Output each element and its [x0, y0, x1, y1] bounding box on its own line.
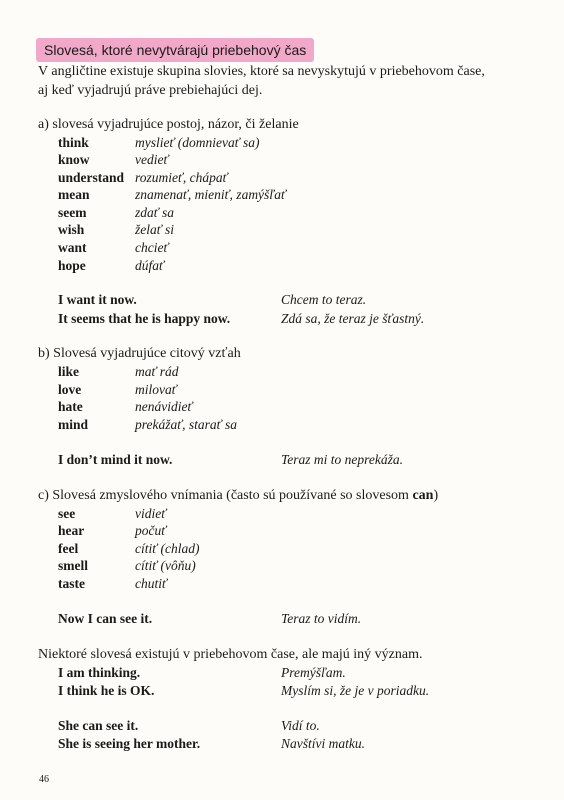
example-en: It seems that he is happy now.: [58, 311, 231, 326]
verb-sk: želať si: [135, 222, 175, 237]
verb-en: know: [58, 152, 90, 167]
verb-sk: dúfať: [135, 258, 164, 273]
verb-en: like: [58, 364, 80, 379]
example-en: I think he is OK.: [58, 683, 155, 698]
example-sk: Teraz to vidím.: [281, 611, 362, 626]
verb-sk: cítiť (vôňu): [135, 558, 196, 573]
verb-en: hate: [58, 399, 83, 414]
example-en: Now I can see it.: [58, 611, 153, 626]
verb-en: mean: [58, 187, 90, 202]
verb-en: mind: [58, 417, 89, 432]
verb-sk: rozumieť, chápať: [135, 170, 228, 185]
example-sk: Chcem to teraz.: [281, 292, 367, 307]
verb-sk: myslieť (domnievať sa): [135, 135, 260, 150]
verb-en: hope: [58, 258, 86, 273]
verb-sk: chutiť: [135, 576, 167, 591]
example-sk: Myslím si, že je v poriadku.: [281, 683, 430, 698]
verb-sk: vedieť: [135, 152, 169, 167]
example-sk: Premýšľam.: [281, 665, 346, 680]
verb-sk: cítiť (chlad): [135, 541, 200, 556]
section-b-title: b) Slovesá vyjadrujúce citový vzťah: [38, 346, 241, 361]
section-c-title-bold: can: [412, 488, 434, 503]
verb-en: understand: [58, 170, 125, 185]
verb-en: seem: [58, 205, 87, 220]
example-en: She can see it.: [58, 718, 139, 733]
verb-sk: znamenať, mieniť, zamýšľať: [135, 187, 286, 202]
example-en: I want it now.: [58, 292, 137, 307]
example-sk: Teraz mi to neprekáža.: [281, 452, 404, 467]
section-c-title: [38, 488, 438, 504]
verb-en: hear: [58, 523, 85, 538]
section-heading: Slovesá, ktoré nevytvárajú priebehový čas: [36, 38, 314, 62]
section-c-title-before: c) Slovesá zmyslového vnímania (často sú používané so slovesom: [38, 488, 413, 503]
example-en: She is seeing her mother.: [58, 736, 201, 751]
verb-en: taste: [58, 576, 85, 591]
page-number: 46: [39, 774, 49, 785]
example-sk: Zdá sa, že teraz je šťastný.: [281, 311, 425, 326]
verb-en: see: [58, 506, 76, 521]
example-sk: Vidí to.: [281, 718, 320, 733]
note-title: Niektoré slovesá existujú v priebehovom čase, ale majú iný význam.: [38, 647, 423, 662]
section-a-title: a) slovesá vyjadrujúce postoj, názor, či želanie: [38, 117, 299, 132]
verb-en: wish: [58, 222, 85, 237]
verb-sk: mať rád: [135, 364, 179, 379]
verb-en: love: [58, 382, 82, 397]
section-c-title-after: ): [433, 488, 439, 503]
verb-sk: nenávidieť: [135, 399, 193, 414]
verb-sk: prekážať, starať sa: [135, 417, 237, 432]
verb-sk: chcieť: [135, 240, 169, 255]
intro-line-1: V angličtine existuje skupina slovies, ktoré sa nevyskytujú v priebehovom čase,: [38, 64, 485, 79]
verb-sk: počuť: [135, 523, 167, 538]
verb-en: think: [58, 135, 89, 150]
verb-sk: vidieť: [135, 506, 167, 521]
example-sk: Navštívi matku.: [281, 736, 365, 751]
example-en: I am thinking.: [58, 665, 141, 680]
example-en: I don’t mind it now.: [58, 452, 173, 467]
verb-en: want: [58, 240, 87, 255]
intro-line-2: aj keď vyjadrujú práve prebiehajúci dej.: [38, 83, 263, 98]
verb-sk: milovať: [135, 382, 177, 397]
verb-en: smell: [58, 558, 88, 573]
verb-en: feel: [58, 541, 79, 556]
verb-sk: zdať sa: [135, 205, 175, 220]
